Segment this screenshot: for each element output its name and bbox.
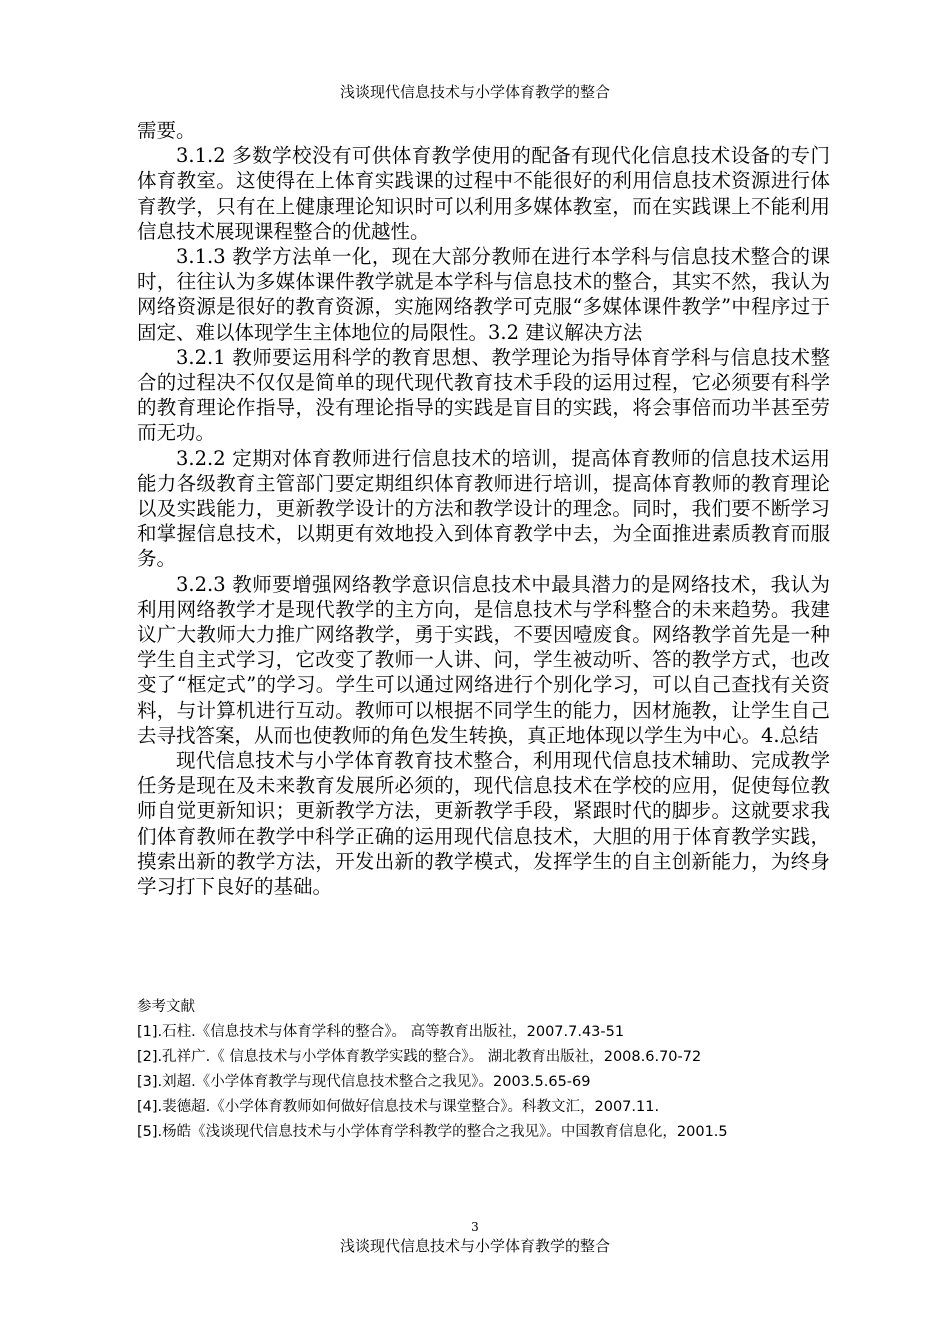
page-footer: 浅谈现代信息技术与小学体育教学的整合 <box>339 1237 610 1255</box>
reference-item: [5].杨皓《浅谈现代信息技术与小学体育学科教学的整合之我见》。中国教育信息化，2001.5 <box>137 1124 728 1140</box>
reference-item: [3].刘超.《小学体育教学与现代信息技术整合之我见》。2003.5.65-69 <box>137 1074 591 1090</box>
page-number: 3 <box>471 1220 479 1234</box>
reference-item: [2].孔祥广.《 信息技术与小学体育教学实践的整合》。 湖北教育出版社，2008.6.70-72 <box>137 1049 702 1065</box>
paragraph: 需要。 <box>137 119 196 142</box>
paragraph: 3.2.2 定期对体育教师进行信息技术的培训，提高体育教师的信息技术运用能力各级教育主管部门要定期组织体育教师进行培训，提高体育教师的教育理论以及实践能力，更新教学设计的方法和教学设计的理念。同时，我们要不断学习和掌握信息技术，以期更有效地投入到体育教学中去，为全面推进素质教育而服务。 <box>137 446 830 571</box>
reference-item: [1].石柱.《信息技术与体育学科的整合》。 高等教育出版社，2007.7.43-51 <box>137 1024 625 1040</box>
references-heading: 参考文献 <box>137 999 195 1015</box>
paragraph: 3.1.3 教学方法单一化，现在大部分教师在进行本学科与信息技术整合的课时，往往认为多媒体课件教学就是本学科与信息技术的整合，其实不然，我认为网络资源是很好的教育资源，实施网络教学可克服“多媒体课件教学”中程序过于固定、难以体现学生主体地位的局限性。3.2 建议解决方法 <box>137 245 830 344</box>
paragraph: 3.1.2 多数学校没有可供体育教学使用的配备有现代化信息技术设备的专门体育教室。这使得在上体育实践课的过程中不能很好的利用信息技术资源进行体育教学，只有在上健康理论知识时可以利用多媒体教室，而在实践课上不能利用信息技术展现课程整合的优越性。 <box>137 144 830 243</box>
paragraph: 现代信息技术与小学体育教育技术整合，利用现代信息技术辅助、完成教学任务是现在及未来教育发展所必须的，现代信息技术在学校的应用，促使每位教师自觉更新知识；更新教学方法，更新教学手段，紧跟时代的脚步。这就要求我们体育教师在教学中科学正确的运用现代信息技术，大胆的用于体育教学实践，摸索出新的教学方法，开发出新的教学模式，发挥学生的自主创新能力，为终身学习打下良好的基础。 <box>137 749 830 899</box>
references <box>137 995 837 1145</box>
paragraph: 3.2.1 教师要运用科学的教育思想、教学理论为指导体育学科与信息技术整合的过程决不仅仅是简单的现代现代教育技术手段的运用过程，它必须要有科学的教育理论作指导，没有理论指导的实践是盲目的实践，将会事倍而功半甚至劳而无功。 <box>137 345 830 445</box>
reference-item: [4].裴德超.《小学体育教师如何做好信息技术与课堂整合》。科教文汇，2007.11. <box>137 1099 660 1115</box>
page-header: 浅谈现代信息技术与小学体育教学的整合 <box>339 83 610 101</box>
body-text <box>137 118 830 899</box>
paragraph: 3.2.3 教师要增强网络教学意识信息技术中最具潜力的是网络技术，我认为利用网络教学才是现代教学的主方向，是信息技术与学科整合的未来趋势。我建议广大教师大力推广网络教学，勇于实践，不要因噎废食。网络教学首先是一种学生自主式学习，它改变了教师一人讲、问，学生被动听、答的教学方式，也改变了“框定式”的学习。学生可以通过网络进行个别化学习，可以自己查找有关资料，与计算机进行互动。教师可以根据不同学生的能力，因材施教，让学生自己去寻找答案，从而也使教师的角色发生转换，真正地体现以学生为中心。4.总结 <box>137 572 830 747</box>
